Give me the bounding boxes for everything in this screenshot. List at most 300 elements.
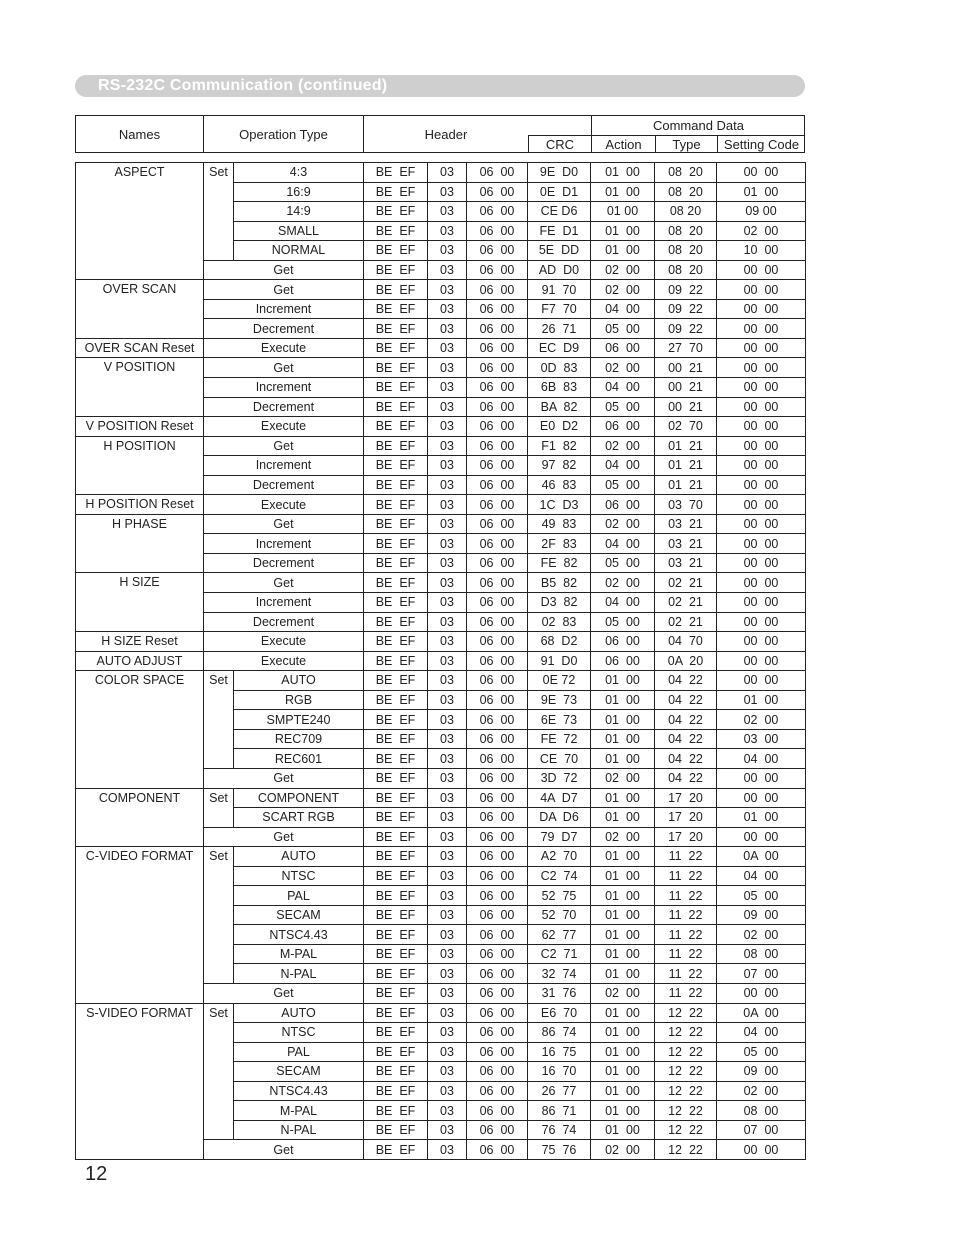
header-bytes-2: 03 [428,710,467,730]
setting-code-cell: 02 00 [717,925,806,945]
header-type: Type [672,137,701,152]
header-bytes-2: 03 [428,1003,467,1023]
header-names: Names [118,127,161,142]
header-bytes-3: 06 00 [467,1120,528,1140]
header-bytes-2: 03 [428,729,467,749]
operation-type: Increment [204,299,364,319]
action-cell: 01 00 [591,163,655,183]
crc-cell: 6E 73 [528,710,591,730]
header-bytes-1: BE EF [364,1140,428,1160]
type-cell: 00 21 [655,378,717,398]
header-bytes-3: 06 00 [467,182,528,202]
type-cell: 12 22 [655,1140,717,1160]
operation-type: 14:9 [234,202,364,222]
setting-code-cell: 04 00 [717,749,806,769]
operation-type: REC709 [234,729,364,749]
header-bytes-2: 03 [428,241,467,261]
header-bytes-3: 06 00 [467,983,528,1003]
type-cell: 04 22 [655,690,717,710]
header-bytes-3: 06 00 [467,808,528,828]
crc-cell: 75 76 [528,1140,591,1160]
action-cell: 02 00 [591,358,655,378]
operation-type: Get [204,280,364,300]
operation-type: NTSC [234,866,364,886]
operation-type: Execute [204,495,364,515]
header-bytes-3: 06 00 [467,1042,528,1062]
header-bytes-2: 03 [428,671,467,691]
header-bytes-1: BE EF [364,182,428,202]
type-cell: 02 21 [655,612,717,632]
header-bytes-1: BE EF [364,964,428,984]
header-bytes-3: 06 00 [467,436,528,456]
command-name: H POSITION Reset [76,495,204,515]
type-cell: 11 22 [655,925,717,945]
type-cell: 11 22 [655,886,717,906]
header-bytes-1: BE EF [364,768,428,788]
operation-type: Increment [204,593,364,613]
header-bytes-3: 06 00 [467,299,528,319]
header-bytes-1: BE EF [364,202,428,222]
header-bytes-3: 06 00 [467,241,528,261]
header-bytes-1: BE EF [364,690,428,710]
crc-cell: E0 D2 [528,417,591,437]
action-cell: 01 00 [591,221,655,241]
header-bytes-2: 03 [428,534,467,554]
header-bytes-1: BE EF [364,436,428,456]
setting-code-cell: 02 00 [717,221,806,241]
header-bytes-3: 06 00 [467,417,528,437]
type-cell: 0A 20 [655,651,717,671]
setting-code-cell: 00 00 [717,534,806,554]
header-bytes-3: 06 00 [467,632,528,652]
action-cell: 01 00 [591,925,655,945]
crc-cell: DA D6 [528,808,591,828]
type-cell: 09 22 [655,280,717,300]
crc-cell: 86 74 [528,1023,591,1043]
action-cell: 01 00 [591,241,655,261]
header-bytes-3: 06 00 [467,1081,528,1101]
action-cell: 06 00 [591,632,655,652]
operation-type: SCART RGB [234,808,364,828]
header-bytes-1: BE EF [364,632,428,652]
operation-type: Execute [204,417,364,437]
setting-code-cell: 0A 00 [717,847,806,867]
type-cell: 11 22 [655,944,717,964]
operation-type: COMPONENT [234,788,364,808]
command-name: V POSITION Reset [76,417,204,437]
command-name: AUTO ADJUST [76,651,204,671]
crc-cell: 97 82 [528,456,591,476]
header-bytes-3: 06 00 [467,495,528,515]
type-cell: 09 22 [655,299,717,319]
setting-code-cell: 08 00 [717,944,806,964]
header-bytes-1: BE EF [364,163,428,183]
header-bytes-1: BE EF [364,299,428,319]
set-label: Set [204,847,234,984]
operation-type: AUTO [234,671,364,691]
setting-code-cell: 10 00 [717,241,806,261]
header-bytes-1: BE EF [364,397,428,417]
header-bytes-3: 06 00 [467,1140,528,1160]
crc-cell: C2 74 [528,866,591,886]
crc-cell: 31 76 [528,983,591,1003]
operation-type: Get [204,358,364,378]
command-name: OVER SCAN Reset [76,338,204,358]
action-cell: 02 00 [591,260,655,280]
header-bytes-3: 06 00 [467,338,528,358]
header-bytes-2: 03 [428,475,467,495]
action-cell: 01 00 [591,749,655,769]
header-crc: CRC [545,137,575,152]
type-cell: 11 22 [655,983,717,1003]
type-cell: 03 21 [655,553,717,573]
type-cell: 08 20 [655,202,717,222]
action-cell: 01 00 [591,788,655,808]
type-cell: 12 22 [655,1101,717,1121]
action-cell: 04 00 [591,534,655,554]
operation-type: Get [204,983,364,1003]
table-row [76,163,806,183]
setting-code-cell: 00 00 [717,397,806,417]
type-cell: 03 21 [655,514,717,534]
header-command-data: Command Data [652,118,745,133]
header-bytes-2: 03 [428,768,467,788]
crc-cell: 4A D7 [528,788,591,808]
type-cell: 01 21 [655,475,717,495]
setting-code-cell: 03 00 [717,729,806,749]
type-cell: 08 20 [655,163,717,183]
operation-type: SMPTE240 [234,710,364,730]
operation-type: M-PAL [234,944,364,964]
header-bytes-3: 06 00 [467,710,528,730]
header-bytes-2: 03 [428,573,467,593]
header-bytes-3: 06 00 [467,847,528,867]
section-banner [75,75,805,97]
type-cell: 03 21 [655,534,717,554]
header-bytes-1: BE EF [364,944,428,964]
setting-code-cell: 07 00 [717,964,806,984]
header-bytes-1: BE EF [364,358,428,378]
header-operation-type: Operation Type [239,127,328,142]
action-cell: 01 00 [591,729,655,749]
command-name: H SIZE Reset [76,632,204,652]
operation-type: SMALL [234,221,364,241]
set-label: Set [204,671,234,769]
setting-code-cell: 00 00 [717,651,806,671]
operation-type: Increment [204,456,364,476]
header-bytes-1: BE EF [364,1003,428,1023]
action-cell: 04 00 [591,593,655,613]
setting-code-cell: 00 00 [717,553,806,573]
table-row [76,847,806,867]
action-cell: 06 00 [591,417,655,437]
header-bytes-3: 06 00 [467,358,528,378]
setting-code-cell: 04 00 [717,1023,806,1043]
action-cell: 02 00 [591,1140,655,1160]
crc-cell: F7 70 [528,299,591,319]
type-cell: 17 20 [655,788,717,808]
type-cell: 09 22 [655,319,717,339]
crc-cell: 0E D1 [528,182,591,202]
type-cell: 04 22 [655,729,717,749]
operation-type: N-PAL [234,964,364,984]
crc-cell: BA 82 [528,397,591,417]
header-bytes-1: BE EF [364,260,428,280]
setting-code-cell: 07 00 [717,1120,806,1140]
table-header [75,115,805,153]
command-name: H PHASE [76,514,204,573]
header-bytes-1: BE EF [364,280,428,300]
operation-type: AUTO [234,1003,364,1023]
header-bytes-1: BE EF [364,808,428,828]
header-bytes-1: BE EF [364,534,428,554]
header-bytes-1: BE EF [364,710,428,730]
action-cell: 01 00 [591,1003,655,1023]
header-bytes-1: BE EF [364,495,428,515]
action-cell: 01 00 [591,1062,655,1082]
header-bytes-3: 06 00 [467,397,528,417]
operation-type: Get [204,573,364,593]
action-cell: 05 00 [591,612,655,632]
setting-code-cell: 09 00 [717,202,806,222]
type-cell: 11 22 [655,847,717,867]
crc-cell: 3D 72 [528,768,591,788]
crc-cell: FE 82 [528,553,591,573]
header-bytes-2: 03 [428,319,467,339]
type-cell: 12 22 [655,1003,717,1023]
setting-code-cell: 00 00 [717,319,806,339]
setting-code-cell: 00 00 [717,299,806,319]
crc-cell: AD D0 [528,260,591,280]
table-row [76,1003,806,1023]
setting-code-cell: 05 00 [717,1042,806,1062]
action-cell: 02 00 [591,436,655,456]
action-cell: 01 00 [591,1023,655,1043]
type-cell: 01 21 [655,436,717,456]
operation-type: Decrement [204,397,364,417]
operation-type: 16:9 [234,182,364,202]
crc-cell: 0D 83 [528,358,591,378]
operation-type: N-PAL [234,1120,364,1140]
setting-code-cell: 00 00 [717,417,806,437]
header-bytes-1: BE EF [364,1081,428,1101]
action-cell: 01 00 [591,808,655,828]
table-row [76,788,806,808]
operation-type: 4:3 [234,163,364,183]
header-bytes-2: 03 [428,1042,467,1062]
action-cell: 01 00 [591,1081,655,1101]
action-cell: 02 00 [591,827,655,847]
type-cell: 02 21 [655,593,717,613]
header-bytes-1: BE EF [364,983,428,1003]
header-bytes-1: BE EF [364,241,428,261]
header-bytes-1: BE EF [364,573,428,593]
action-cell: 01 00 [591,1120,655,1140]
header-bytes-3: 06 00 [467,280,528,300]
crc-cell: 46 83 [528,475,591,495]
type-cell: 11 22 [655,964,717,984]
header-bytes-2: 03 [428,456,467,476]
action-cell: 01 00 [591,964,655,984]
header-bytes-1: BE EF [364,1062,428,1082]
crc-cell: 1C D3 [528,495,591,515]
header-bytes-2: 03 [428,495,467,515]
header-bytes-1: BE EF [364,847,428,867]
header-bytes-3: 06 00 [467,163,528,183]
header-bytes-2: 03 [428,1120,467,1140]
setting-code-cell: 00 00 [717,280,806,300]
header-bytes-2: 03 [428,749,467,769]
header-bytes-2: 03 [428,1140,467,1160]
operation-type: Execute [204,632,364,652]
type-cell: 11 22 [655,905,717,925]
header-bytes-2: 03 [428,866,467,886]
setting-code-cell: 00 00 [717,436,806,456]
header-bytes-2: 03 [428,886,467,906]
header-bytes-2: 03 [428,436,467,456]
action-cell: 05 00 [591,397,655,417]
type-cell: 02 70 [655,417,717,437]
operation-type: Get [204,260,364,280]
command-name: H POSITION [76,436,204,495]
setting-code-cell: 01 00 [717,690,806,710]
operation-type: Increment [204,378,364,398]
action-cell: 01 00 [591,1042,655,1062]
header-bytes-2: 03 [428,221,467,241]
setting-code-cell: 00 00 [717,475,806,495]
crc-cell: FE 72 [528,729,591,749]
header-bytes-1: BE EF [364,671,428,691]
operation-type: NTSC4.43 [234,925,364,945]
command-name: COLOR SPACE [76,671,204,788]
header-bytes-1: BE EF [364,475,428,495]
type-cell: 12 22 [655,1023,717,1043]
setting-code-cell: 02 00 [717,710,806,730]
crc-cell: CE 70 [528,749,591,769]
setting-code-cell: 00 00 [717,593,806,613]
crc-cell: 86 71 [528,1101,591,1121]
header-bytes-1: BE EF [364,866,428,886]
set-label: Set [204,1003,234,1140]
header-bytes-2: 03 [428,358,467,378]
setting-code-cell: 08 00 [717,1101,806,1121]
command-name: ASPECT [76,163,204,280]
setting-code-cell: 01 00 [717,808,806,828]
type-cell: 08 20 [655,241,717,261]
header-bytes-3: 06 00 [467,319,528,339]
header-bytes-3: 06 00 [467,944,528,964]
header-bytes-1: BE EF [364,788,428,808]
setting-code-cell: 09 00 [717,905,806,925]
type-cell: 12 22 [655,1042,717,1062]
action-cell: 04 00 [591,456,655,476]
header-bytes-3: 06 00 [467,729,528,749]
header-bytes-3: 06 00 [467,749,528,769]
section-title: RS-232C Communication (continued) [98,77,388,94]
action-cell: 01 00 [591,671,655,691]
header-bytes-1: BE EF [364,827,428,847]
header-bytes-1: BE EF [364,593,428,613]
header-bytes-3: 06 00 [467,1101,528,1121]
header-bytes-2: 03 [428,1023,467,1043]
type-cell: 12 22 [655,1120,717,1140]
crc-cell: 2F 83 [528,534,591,554]
header-bytes-1: BE EF [364,1042,428,1062]
setting-code-cell: 00 00 [717,573,806,593]
type-cell: 12 22 [655,1062,717,1082]
operation-type: Decrement [204,475,364,495]
header-bytes-2: 03 [428,944,467,964]
header-bytes-1: BE EF [364,514,428,534]
header-bytes-1: BE EF [364,456,428,476]
operation-type: PAL [234,886,364,906]
crc-cell: 26 71 [528,319,591,339]
header-bytes-2: 03 [428,925,467,945]
table-row [76,338,806,358]
command-name: V POSITION [76,358,204,417]
header-bytes-2: 03 [428,1101,467,1121]
action-cell: 04 00 [591,299,655,319]
crc-cell: 9E 73 [528,690,591,710]
header-bytes-3: 06 00 [467,925,528,945]
action-cell: 01 00 [591,1101,655,1121]
type-cell: 04 22 [655,768,717,788]
header-bytes-3: 06 00 [467,768,528,788]
table-row [76,358,806,378]
action-cell: 04 00 [591,378,655,398]
header-bytes-3: 06 00 [467,690,528,710]
table-row [76,514,806,534]
header-bytes-1: BE EF [364,1023,428,1043]
action-cell: 06 00 [591,651,655,671]
header-bytes-2: 03 [428,827,467,847]
type-cell: 00 21 [655,397,717,417]
operation-type: AUTO [234,847,364,867]
operation-type: Get [204,768,364,788]
header-bytes-2: 03 [428,847,467,867]
setting-code-cell: 00 00 [717,163,806,183]
action-cell: 05 00 [591,319,655,339]
operation-type: SECAM [234,1062,364,1082]
action-cell: 01 00 [591,905,655,925]
operation-type: Decrement [204,612,364,632]
type-cell: 00 21 [655,358,717,378]
crc-cell: 91 D0 [528,651,591,671]
setting-code-cell: 00 00 [717,358,806,378]
type-cell: 08 20 [655,260,717,280]
header-bytes-2: 03 [428,1062,467,1082]
action-cell: 02 00 [591,768,655,788]
type-cell: 12 22 [655,1081,717,1101]
header-bytes-2: 03 [428,202,467,222]
header-bytes-1: BE EF [364,553,428,573]
crc-cell: 79 D7 [528,827,591,847]
setting-code-cell: 00 00 [717,983,806,1003]
header-bytes-2: 03 [428,632,467,652]
header-bytes-3: 06 00 [467,456,528,476]
type-cell: 17 20 [655,808,717,828]
crc-cell: A2 70 [528,847,591,867]
header-header: Header [424,127,468,142]
table-row [76,632,806,652]
header-bytes-3: 06 00 [467,964,528,984]
command-name: OVER SCAN [76,280,204,339]
command-name: H SIZE [76,573,204,632]
crc-cell: 76 74 [528,1120,591,1140]
command-name: S-VIDEO FORMAT [76,1003,204,1159]
header-bytes-1: BE EF [364,749,428,769]
crc-cell: CE D6 [528,202,591,222]
